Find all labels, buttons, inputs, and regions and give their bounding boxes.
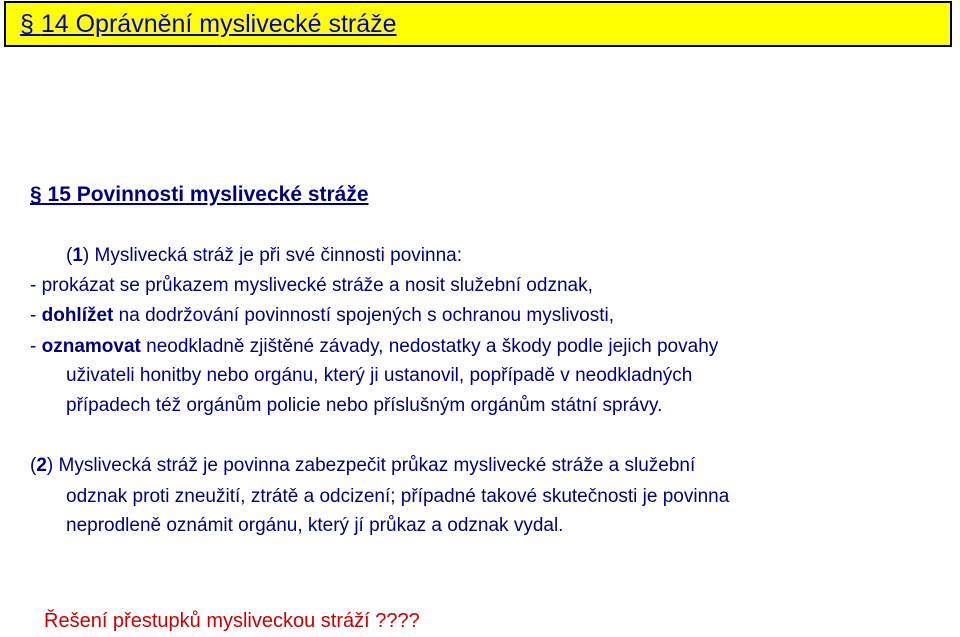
keyword-oznamovat: oznamovat xyxy=(41,336,141,357)
para2-line1: (2) Myslivecká stráž je povinna zabezpečit průkaz myslivecké stráže a služební xyxy=(30,455,696,476)
para1-item1: - prokázat se průkazem myslivecké stráže a nosit služební odznak, xyxy=(30,275,593,296)
question-note: Řešení přestupků mysliveckou stráží ???? xyxy=(44,610,420,632)
page-title xyxy=(20,10,397,39)
para1-item2: - dohlížet na dodržování povinností spojených s ochranou myslivosti, xyxy=(30,305,614,326)
keyword-dohlizet: dohlížet xyxy=(41,305,114,326)
para1-number: 1 xyxy=(72,245,83,266)
para2-line2: odznak proti zneužití, ztrátě a odcizení; případné takové skutečnosti je povinna xyxy=(66,486,730,507)
section-sign: § xyxy=(20,10,34,38)
para1-item3-line2: uživateli honitby nebo orgánu, který ji ustanovil, popřípadě v neodkladných xyxy=(66,365,693,386)
section-heading xyxy=(30,183,369,207)
section-sign: § xyxy=(30,183,42,206)
title-banner xyxy=(4,1,952,47)
para2-line3: neprodleně oznámit orgánu, který jí průkaz a odznak vydal. xyxy=(66,515,564,536)
para1-item3-line3: případech též orgánům policie nebo příslušným orgánům státní správy. xyxy=(66,395,663,416)
para1-intro: (1) Myslivecká stráž je při své činnosti povinna: xyxy=(66,245,462,266)
section-heading-text: 15 Povinnosti myslivecké stráže xyxy=(47,183,369,206)
title-text: 14 Oprávnění myslivecké stráže xyxy=(40,10,397,38)
para1-item3: - oznamovat neodkladně zjištěné závady, nedostatky a škody podle jejich povahy xyxy=(30,336,719,357)
para2-number: 2 xyxy=(36,455,47,476)
